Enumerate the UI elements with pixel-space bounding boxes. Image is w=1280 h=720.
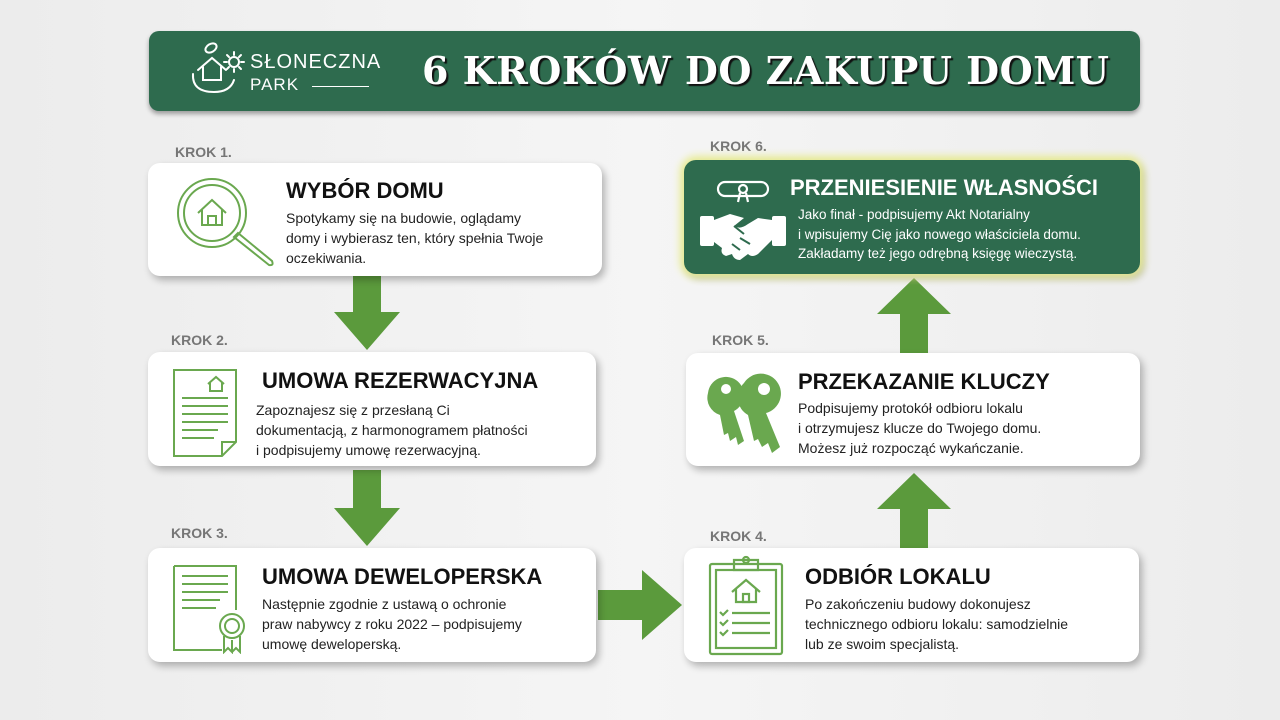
step-4-description: Po zakończeniu budowy dokonujesz technicznego odbioru lokalu: samodzielnie lub ze swoim specjalistą. (805, 596, 1069, 652)
step-6-title: PRZENIESIENIE WŁASNOŚCI (790, 175, 1099, 200)
arrow-up-4-5 (877, 473, 951, 549)
step-3-title: UMOWA DEWELOPERSKA (262, 564, 543, 589)
brand-name-line2: PARK (250, 75, 300, 94)
step-4-title: ODBIÓR LOKALU (805, 564, 991, 589)
step-3-label: KROK 3. (171, 525, 228, 541)
brand-name-line1: SŁONECZNA (250, 51, 382, 73)
arrow-right-3-4 (598, 570, 682, 640)
document-house-icon (170, 368, 240, 458)
step-2-card (148, 352, 596, 466)
step-5-label: KROK 5. (712, 332, 769, 348)
step-6-description: Jako finał - podpisujemy Akt Notarialny i wpisujemy Cię jako nowego właściciela domu. Zakładamy też jego odrębną księgę wieczystą. (798, 207, 1081, 261)
step-3-description: Następnie zgodnie z ustawą o ochronie praw nabywcy z roku 2022 – podpisujemy umowę deweloperską. (262, 596, 522, 652)
certificate-icon (170, 564, 248, 654)
step-1-card (148, 163, 602, 276)
step-6-label: KROK 6. (710, 138, 767, 154)
step-6-card (684, 160, 1140, 274)
step-4-label: KROK 4. (710, 528, 767, 544)
arrow-up-5-6 (877, 278, 951, 354)
step-5-card (686, 353, 1140, 466)
step-5-title: PRZEKAZANIE KLUCZY (798, 369, 1050, 394)
step-1-title: WYBÓR DOMU (286, 178, 444, 203)
step-2-description: Zapoznajesz się z przesłaną Ci dokumentacją, z harmonogramem płatności i podpisujemy umowę rezerwacyjną. (256, 402, 528, 458)
handshake-diploma-icon (700, 178, 786, 262)
step-2-label: KROK 2. (171, 332, 228, 348)
page-title: 6 KROKÓW DO ZAKUPU DOMU (422, 48, 1110, 93)
step-3-card (148, 548, 596, 662)
step-1-label: KROK 1. (175, 144, 232, 160)
step-2-title: UMOWA REZERWACYJNA (262, 368, 539, 393)
step-1-description: Spotykamy się na budowie, oglądamy domy i wybierasz ten, który spełnia Twoje oczekiwania. (286, 210, 544, 266)
arrow-down-1-2 (334, 276, 400, 350)
keys-icon (700, 365, 796, 457)
magnifier-house-icon (174, 175, 278, 267)
step-5-description: Podpisujemy protokół odbioru lokalu i otrzymujesz klucze do Twojego domu. Możesz już rozpocząć wykańczanie. (798, 400, 1042, 456)
step-4-card (684, 548, 1139, 662)
brand-divider (312, 86, 369, 87)
clipboard-checklist-icon (706, 554, 788, 656)
arrow-down-2-3 (334, 470, 400, 546)
